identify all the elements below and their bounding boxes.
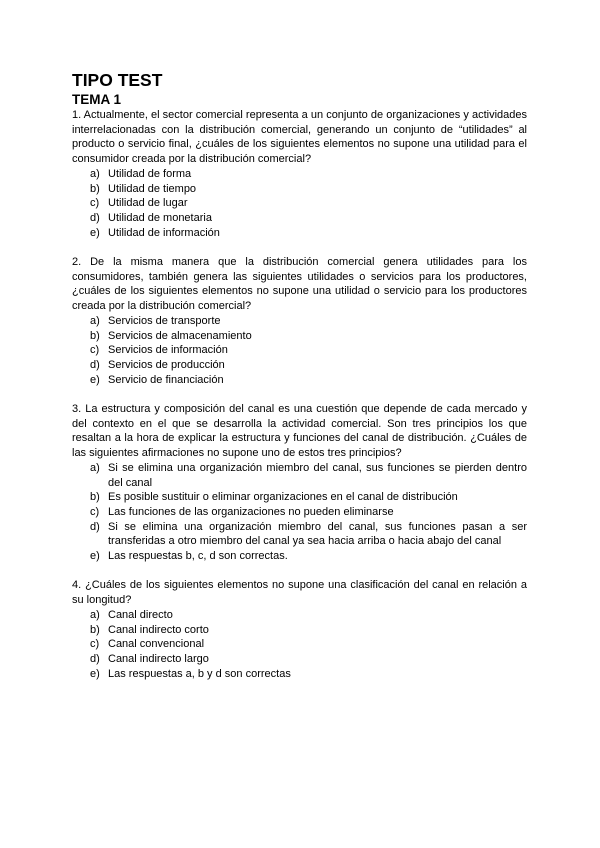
option-text: Canal directo <box>108 608 173 621</box>
option-letter: e) <box>90 226 100 239</box>
options-list <box>72 167 527 241</box>
option-letter: b) <box>90 491 100 504</box>
option-letter: b) <box>90 329 100 342</box>
option-letter: d) <box>90 520 100 533</box>
option-item <box>72 490 527 505</box>
question-4 <box>72 578 527 681</box>
option-text: Las respuestas b, c, d son correctas. <box>108 550 288 563</box>
option-item <box>72 652 527 667</box>
option-item <box>72 461 527 490</box>
document-page <box>72 70 527 681</box>
option-text: Utilidad de lugar <box>108 197 188 210</box>
option-text: Si se elimina una organización miembro del canal, sus funciones pasan a ser transferidas a otro miembro del canal ya sea hacia arriba o hacia abajo del canal <box>108 520 527 548</box>
option-letter: e) <box>90 373 100 386</box>
option-text: Canal convencional <box>108 638 205 651</box>
option-text: Canal indirecto corto <box>108 623 209 636</box>
option-item <box>72 505 527 520</box>
option-text: Canal indirecto largo <box>108 652 209 665</box>
option-item <box>72 211 527 226</box>
question-text: 1. Actualmente, el sector comercial representa a un conjunto de organizaciones y actividades interrelacionadas con la distribución comercial, generando un conjunto de “utilidades” al producto o servicio final, ¿cuáles de los siguientes elementos no supone una utilidad para el consumidor creada por la distribución comercial? <box>72 109 527 166</box>
option-item <box>72 623 527 638</box>
question-3 <box>72 402 527 564</box>
option-text: Utilidad de información <box>108 226 220 239</box>
options-list <box>72 314 527 388</box>
section-title: TEMA 1 <box>72 92 122 107</box>
options-list <box>72 461 527 564</box>
option-item <box>72 226 527 241</box>
option-item <box>72 358 527 373</box>
option-text: Utilidad de monetaria <box>108 211 212 224</box>
option-item <box>72 373 527 388</box>
option-letter: a) <box>90 461 100 474</box>
option-item <box>72 549 527 564</box>
option-item <box>72 637 527 652</box>
document-title: TIPO TEST <box>72 70 163 90</box>
option-letter: a) <box>90 608 100 621</box>
option-letter: e) <box>90 667 100 680</box>
option-letter: d) <box>90 652 100 665</box>
option-letter: c) <box>90 505 100 518</box>
option-letter: c) <box>90 344 100 357</box>
option-item <box>72 343 527 358</box>
option-item <box>72 167 527 182</box>
option-item <box>72 314 527 329</box>
option-text: Servicios de producción <box>108 358 225 371</box>
option-text: Servicios de información <box>108 344 228 357</box>
question-1 <box>72 108 527 240</box>
option-text: Si se elimina una organización miembro del canal, sus funciones se pierden dentro del canal <box>108 461 527 489</box>
question-2 <box>72 255 527 387</box>
option-text: Servicios de transporte <box>108 314 221 327</box>
option-item <box>72 520 527 549</box>
option-text: Utilidad de forma <box>108 167 192 180</box>
option-letter: e) <box>90 550 100 563</box>
option-letter: c) <box>90 638 100 651</box>
option-text: Servicios de almacenamiento <box>108 329 252 342</box>
option-item <box>72 196 527 211</box>
option-letter: a) <box>90 314 100 327</box>
option-text: Las respuestas a, b y d son correctas <box>108 667 291 680</box>
option-text: Servicio de financiación <box>108 373 224 386</box>
option-item <box>72 667 527 682</box>
question-text: 3. La estructura y composición del canal es una cuestión que depende de cada mercado y del contexto en el que se desarrolla la actividad comercial. Son tres principios los que resaltan a la hora de explicar la estructura y funciones del canal de distribución. ¿Cuáles de las siguientes afirmaciones no supone uno de estos tres principios? <box>72 403 527 460</box>
option-item <box>72 182 527 197</box>
option-letter: c) <box>90 197 100 210</box>
option-letter: a) <box>90 167 100 180</box>
options-list <box>72 608 527 682</box>
option-text: Las funciones de las organizaciones no pueden eliminarse <box>108 505 394 518</box>
option-letter: b) <box>90 182 100 195</box>
option-text: Utilidad de tiempo <box>108 182 197 195</box>
option-item <box>72 608 527 623</box>
option-letter: d) <box>90 211 100 224</box>
option-text: Es posible sustituir o eliminar organizaciones en el canal de distribución <box>108 491 458 504</box>
option-item <box>72 329 527 344</box>
option-letter: d) <box>90 358 100 371</box>
option-letter: b) <box>90 623 100 636</box>
question-text: 4. ¿Cuáles de los siguientes elementos no supone una clasificación del canal en relación a su longitud? <box>72 579 527 607</box>
question-text: 2. De la misma manera que la distribución comercial genera utilidades para los consumidores, también genera las siguientes utilidades o servicios para los productores, ¿cuáles de los siguientes elementos no supone una utilidad o servicio para los productores creada por la distribución comercial? <box>72 256 527 313</box>
